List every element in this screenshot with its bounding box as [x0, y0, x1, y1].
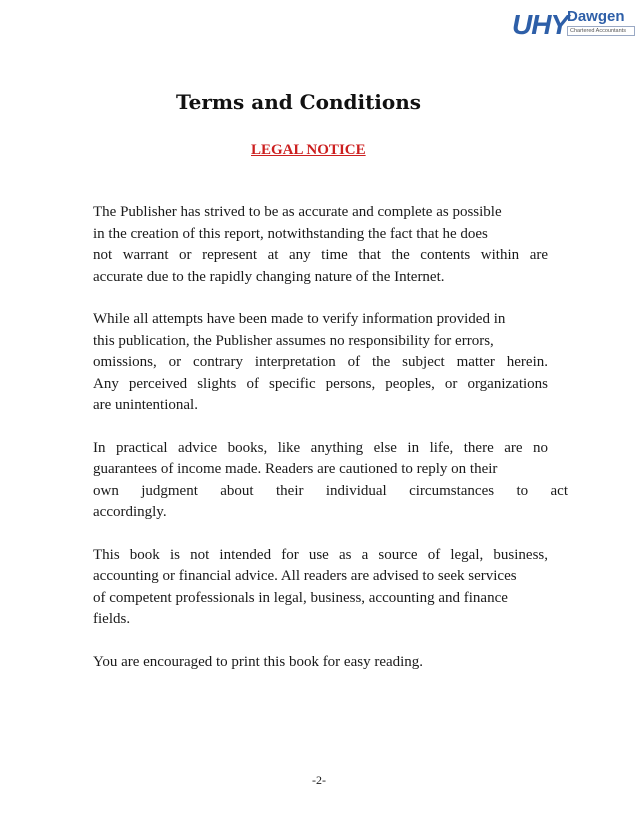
text-line: In practical advice books, like anything else in life, there are no	[93, 439, 548, 456]
text-line: accordingly.	[93, 504, 167, 520]
paragraph-print	[93, 652, 548, 674]
logo-mark: UHY	[512, 9, 569, 40]
page-number: -2-	[312, 773, 326, 787]
logo-name: Dawgen	[567, 8, 625, 25]
text-line: this publication, the Publisher assumes no responsibility for errors,	[93, 332, 494, 349]
company-logo	[512, 8, 634, 44]
text-line: guarantees of income made. Readers are cautioned to reply on their	[93, 461, 498, 477]
text-line: The Publisher has strived to be as accurate and complete as possible	[93, 204, 502, 220]
text-line: omissions, or contrary interpretation of the subject matter herein.	[93, 354, 548, 370]
text-line: fields.	[93, 611, 131, 627]
paragraph-advice	[93, 545, 548, 631]
text-line: While all attempts have been made to verify information provided in	[93, 311, 506, 327]
paragraph-guarantees	[93, 438, 568, 524]
paragraph-responsibility	[93, 309, 548, 417]
text-line: of competent professionals in legal, business, accounting and finance	[93, 589, 508, 606]
legal-notice-heading: LEGAL NOTICE	[251, 142, 366, 158]
text-line: This book is not intended for use as a source of legal, business,	[93, 546, 548, 563]
text-line: own judgment about their individual circumstances to act	[93, 482, 568, 499]
text-line: Any perceived slights of specific persons, peoples, or organizations	[93, 375, 548, 392]
text-line: are unintentional.	[93, 397, 198, 413]
text-line: not warrant or represent at any time that the contents within are	[93, 247, 548, 263]
text-line: accounting or financial advice. All readers are advised to seek services	[93, 568, 517, 584]
text-line: You are encouraged to print this book for easy reading.	[93, 653, 424, 670]
document-body	[93, 202, 568, 694]
paragraph-accuracy	[93, 202, 548, 288]
text-line: accurate due to the rapidly changing nature of the Internet.	[93, 268, 445, 285]
text-line: in the creation of this report, notwithstanding the fact that he does	[93, 225, 488, 242]
page-title: Terms and Conditions	[176, 90, 422, 114]
logo-subtitle: Chartered Accountants	[567, 26, 635, 36]
